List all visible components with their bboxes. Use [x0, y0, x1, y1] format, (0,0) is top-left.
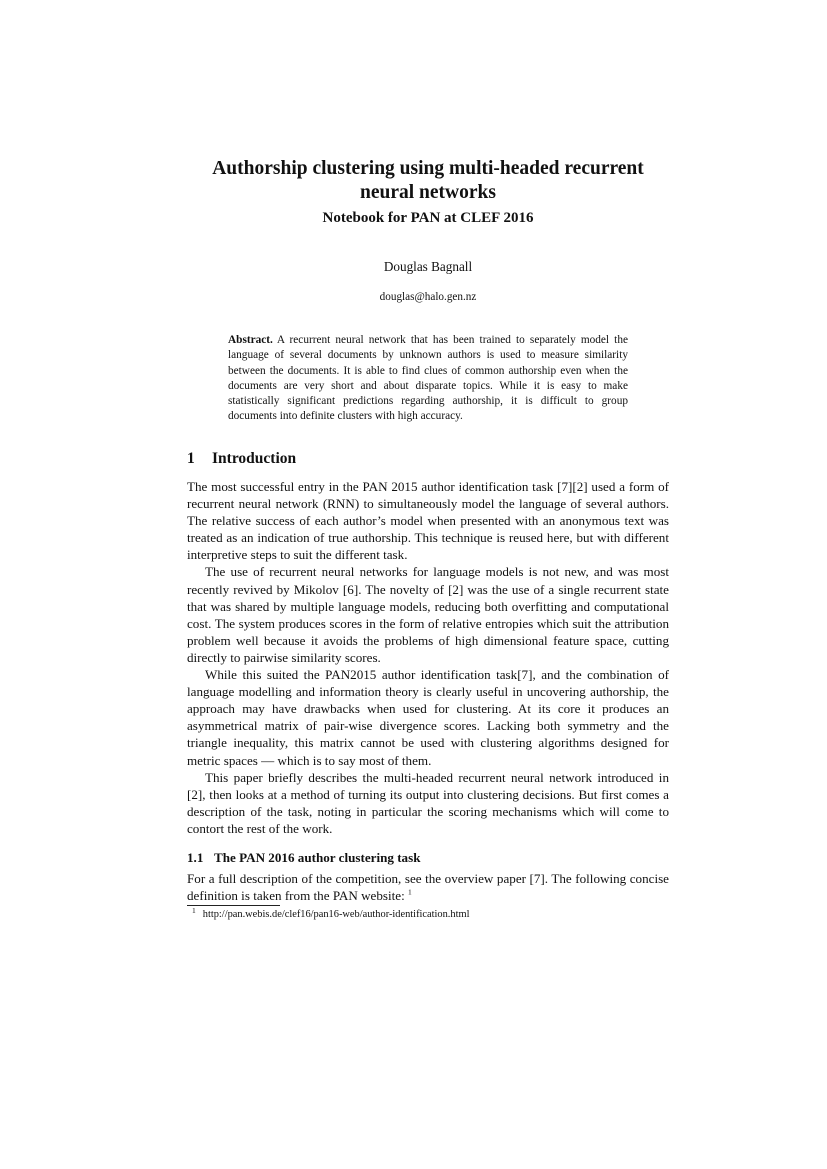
paper-subtitle: Notebook for PAN at CLEF 2016 [322, 210, 534, 226]
section-title: Introduction [212, 450, 297, 467]
paragraph: While this suited the PAN2015 author identification task[7], and the combination of language modelling and information theory is clearly useful in uncovering authorship, the approach may have drawbacks when used for clustering. At its core it produces an asymmetrical matrix of pair-wise divergence scores. Lacking both symmetry and the triangle inequality, this matrix cannot be used with clustering algorithms designed for metric spaces — which is to say most of them. [187, 667, 669, 768]
paragraph: This paper briefly describes the multi-headed recurrent neural network introduced in [2], then looks at a method of turning its output into clustering decisions. But first comes a description of the task, noting in particular the scoring mechanisms which will come to contort the rest of the work. [187, 769, 669, 836]
paper-title: Authorship clustering using multi-headed recurrent neural networks [212, 158, 644, 203]
section-number: 1 [187, 450, 195, 467]
footnote-reference[interactable]: 1 [408, 887, 412, 897]
footnote [187, 905, 669, 922]
section-heading-introduction [187, 449, 669, 469]
author-name: Douglas Bagnall [383, 259, 473, 274]
footnote-rule [187, 905, 280, 906]
author-email: douglas@halo.gen.nz [379, 291, 477, 303]
footnote-mark: 1 [192, 905, 196, 915]
abstract [228, 333, 628, 425]
subsection-title: The PAN 2016 author clustering task [214, 850, 421, 865]
introduction-body [187, 478, 669, 837]
subsection-heading-task [187, 849, 669, 866]
abstract-label: Abstract. [228, 334, 273, 346]
abstract-text: A recurrent neural network that has been trained to separately model the language of several documents by unknown authors is used to measure similarity between the documents. It is able to find clues of common authorship even when the documents are very short and about disparate topics. While it is easy to make statistically significant predictions regarding authorship, it is difficult to group documents into definite clusters with high accuracy. [228, 334, 628, 423]
footnote-url[interactable]: http://pan.webis.de/clef16/pan16-web/author-identification.html [202, 909, 470, 920]
subsection-number: 1.1 [187, 850, 204, 865]
paragraph [187, 870, 669, 904]
paragraph: The use of recurrent neural networks for language models is not new, and was most recently revived by Mikolov [6]. The novelty of [2] was the use of a single recurrent state that was shared by multiple language models, reducing both overfitting and computational cost. The system produces scores in the form of relative entropies which suit the attribution problem well because it avoids the problems of high dimensional feature space, cutting directly to pairwise similarity scores. [187, 564, 669, 665]
paragraph: The most successful entry in the PAN 2015 author identification task [7][2] used a form of recurrent neural network (RNN) to simultaneously model the language of several authors. The relative success of each author’s model when presented with an anonymous text was treated as an indication of true authorship. This technique is reused here, but with different interpretive steps to suit the different task. [187, 479, 669, 563]
task-body [187, 870, 669, 904]
paragraph-text: For a full description of the competition, see the overview paper [7]. The following concise definition is taken from the PAN website: [187, 871, 669, 904]
